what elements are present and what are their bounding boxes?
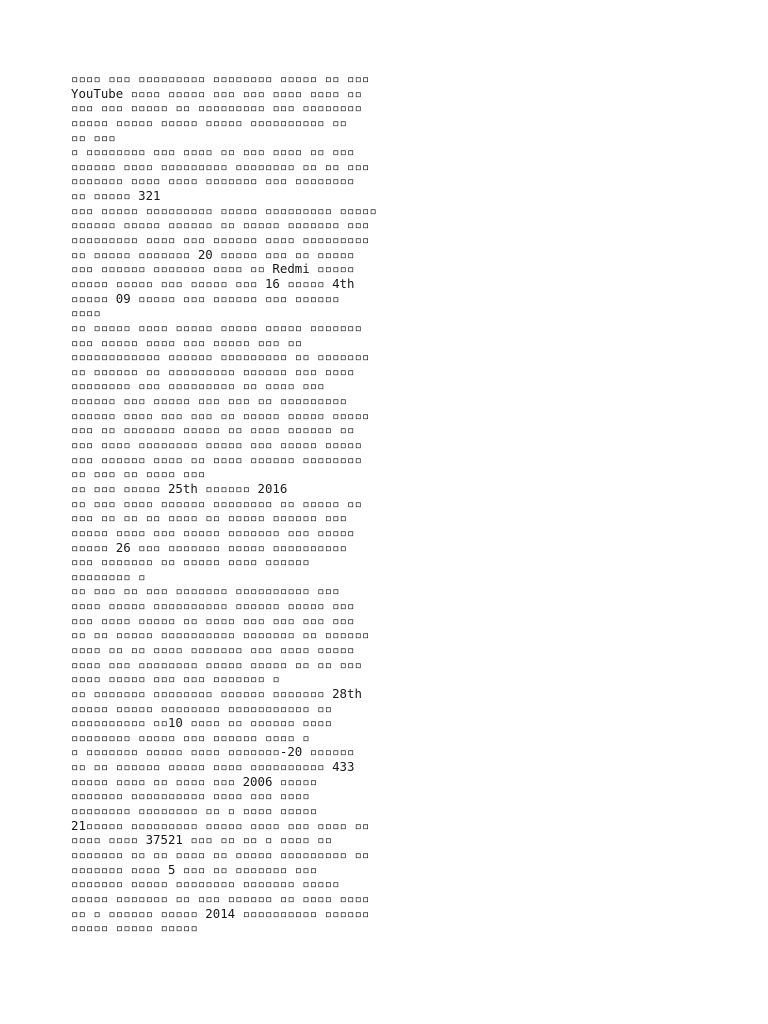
text-line: ▫▫▫▫▫▫▫▫▫ ▫▫▫▫ ▫▫▫ ▫▫▫▫▫▫ ▫▫▫▫ ▫▫▫▫▫▫▫▫▫ <box>71 232 370 248</box>
text-line: ▫▫ ▫▫▫▫▫ ▫▫▫▫▫▫▫ 20 ▫▫▫▫▫ ▫▫▫ ▫▫ ▫▫▫▫▫ <box>71 246 355 262</box>
text-line: ▫▫ ▫▫▫ ▫▫ ▫▫▫ ▫▫▫▫▫▫▫ ▫▫▫▫▫▫▫▫▫▫ ▫▫▫ <box>71 583 340 599</box>
text-line: ▫▫▫ ▫▫▫▫▫ ▫▫▫▫ ▫▫▫ ▫▫▫▫▫ ▫▫▫ ▫▫ <box>71 334 303 350</box>
text-line: ▫▫▫ ▫▫▫ ▫▫▫▫▫ ▫▫ ▫▫▫▫▫▫▫▫▫ ▫▫▫ ▫▫▫▫▫▫▫▫ <box>71 100 362 116</box>
text-line: ▫▫▫ ▫▫▫▫▫▫ ▫▫▫▫▫▫▫ ▫▫▫▫ ▫▫ Redmi ▫▫▫▫▫ <box>71 261 355 277</box>
text-line: ▫▫▫▫▫▫▫▫ ▫ <box>71 568 146 584</box>
text-line: ▫▫ ▫▫▫ ▫▫▫▫▫ 25th ▫▫▫▫▫▫ 2016 <box>71 480 288 496</box>
text-line: YouTube ▫▫▫▫ ▫▫▫▫▫ ▫▫▫ ▫▫▫ ▫▫▫▫ ▫▫▫▫ ▫▫ <box>71 85 362 101</box>
text-line: ▫▫▫ ▫▫▫▫ ▫▫▫▫▫▫▫▫ ▫▫▫▫▫ ▫▫▫ ▫▫▫▫▫ ▫▫▫▫▫ <box>71 437 362 453</box>
text-line: 21▫▫▫▫▫ ▫▫▫▫▫▫▫▫▫ ▫▫▫▫▫ ▫▫▫▫ ▫▫▫ ▫▫▫▫ ▫▫ <box>71 817 370 833</box>
document-body-text <box>71 72 401 936</box>
text-line: ▫▫▫▫▫▫ ▫▫▫ ▫▫▫▫▫ ▫▫▫ ▫▫▫ ▫▫ ▫▫▫▫▫▫▫▫▫ <box>71 393 348 409</box>
text-line: ▫▫▫▫▫ ▫▫▫▫▫ ▫▫▫▫▫ ▫▫▫▫▫ ▫▫▫▫▫▫▫▫▫▫ ▫▫ <box>71 114 348 130</box>
text-line: ▫▫▫▫▫ 09 ▫▫▫▫▫ ▫▫▫ ▫▫▫▫▫▫ ▫▫▫ ▫▫▫▫▫▫ <box>71 290 340 306</box>
text-line: ▫▫▫▫▫▫▫▫ ▫▫▫▫▫▫▫▫ ▫▫ ▫ ▫▫▫▫ ▫▫▫▫▫ <box>71 803 318 819</box>
text-line: ▫▫ ▫▫ ▫▫▫▫▫▫ ▫▫▫▫▫ ▫▫▫▫ ▫▫▫▫▫▫▫▫▫▫ 433 <box>71 759 355 775</box>
text-line: ▫ ▫▫▫▫▫▫▫ ▫▫▫▫▫ ▫▫▫▫ ▫▫▫▫▫▫▫-20 ▫▫▫▫▫▫ <box>71 744 355 760</box>
text-line: ▫▫▫ ▫▫▫▫ ▫▫▫▫▫ ▫▫ ▫▫▫▫ ▫▫▫ ▫▫▫ ▫▫▫ ▫▫▫ <box>71 612 355 628</box>
text-line: ▫▫ ▫▫▫▫▫ 321 <box>71 188 161 204</box>
text-line: ▫▫ ▫▫▫ ▫▫▫▫ ▫▫▫▫▫▫ ▫▫▫▫▫▫▫▫ ▫▫ ▫▫▫▫▫ ▫▫ <box>71 495 362 511</box>
text-line: ▫▫ ▫▫▫▫▫▫ ▫▫ ▫▫▫▫▫▫▫▫▫ ▫▫▫▫▫▫ ▫▫▫ ▫▫▫▫ <box>71 363 355 379</box>
text-line: ▫▫▫▫▫▫▫ ▫▫▫▫ 5 ▫▫▫ ▫▫ ▫▫▫▫▫▫▫ ▫▫▫ <box>71 861 318 877</box>
text-line: ▫▫ ▫▫▫▫▫ ▫▫▫▫ ▫▫▫▫▫ ▫▫▫▫▫ ▫▫▫▫▫ ▫▫▫▫▫▫▫ <box>71 319 362 335</box>
text-line: ▫▫▫▫▫▫▫ ▫▫▫▫▫▫▫▫▫▫ ▫▫▫▫ ▫▫▫ ▫▫▫▫ <box>71 788 310 804</box>
text-line: ▫▫▫ ▫▫▫▫▫▫ ▫▫▫▫ ▫▫ ▫▫▫▫ ▫▫▫▫▫▫ ▫▫▫▫▫▫▫▫ <box>71 451 362 467</box>
text-line: ▫▫▫▫▫▫▫▫ ▫▫▫ ▫▫▫▫▫▫▫▫▫ ▫▫ ▫▫▫▫ ▫▫▫ <box>71 378 325 394</box>
text-line: ▫▫▫ ▫▫ ▫▫ ▫▫ ▫▫▫▫ ▫▫ ▫▫▫▫▫ ▫▫▫▫▫▫ ▫▫▫ <box>71 510 348 526</box>
text-line: ▫▫ ▫▫ ▫▫▫▫▫ ▫▫▫▫▫▫▫▫▫▫ ▫▫▫▫▫▫▫ ▫▫ ▫▫▫▫▫▫ <box>71 627 370 643</box>
text-line: ▫▫▫ ▫▫ ▫▫▫▫▫▫▫ ▫▫▫▫▫ ▫▫ ▫▫▫▫ ▫▫▫▫▫▫ ▫▫ <box>71 422 355 438</box>
text-line: ▫▫▫▫ ▫▫ ▫▫ ▫▫▫▫ ▫▫▫▫▫▫▫ ▫▫▫ ▫▫▫▫ ▫▫▫▫▫ <box>71 641 355 657</box>
text-line: ▫▫▫▫▫ ▫▫▫▫▫ ▫▫▫▫▫▫▫▫ ▫▫▫▫▫▫▫▫▫▫▫ ▫▫ <box>71 700 333 716</box>
text-line: ▫▫▫ ▫▫▫▫▫ ▫▫▫▫▫▫▫▫▫ ▫▫▫▫▫ ▫▫▫▫▫▫▫▫▫ ▫▫▫▫▫ <box>71 202 377 218</box>
text-line: ▫▫▫▫▫ ▫▫▫▫ ▫▫▫ ▫▫▫▫▫ ▫▫▫▫▫▫▫ ▫▫▫ ▫▫▫▫▫ <box>71 524 355 540</box>
text-line: ▫▫ ▫▫▫▫▫▫▫ ▫▫▫▫▫▫▫▫ ▫▫▫▫▫▫ ▫▫▫▫▫▫▫ 28th <box>71 685 362 701</box>
text-line: ▫▫▫▫▫ ▫▫▫▫▫ ▫▫▫▫▫ <box>71 920 198 936</box>
text-line: ▫▫▫▫▫▫▫▫▫▫ ▫▫10 ▫▫▫▫ ▫▫ ▫▫▫▫▫▫ ▫▫▫▫ <box>71 715 333 731</box>
text-line: ▫▫▫ ▫▫▫▫▫▫▫ ▫▫ ▫▫▫▫▫ ▫▫▫▫ ▫▫▫▫▫▫ <box>71 554 310 570</box>
text-line: ▫▫▫▫▫▫ ▫▫▫▫ ▫▫▫ ▫▫▫ ▫▫ ▫▫▫▫▫ ▫▫▫▫▫ ▫▫▫▫▫ <box>71 407 370 423</box>
text-line: ▫▫▫▫▫▫▫ ▫▫ ▫▫ ▫▫▫▫ ▫▫ ▫▫▫▫▫ ▫▫▫▫▫▫▫▫▫ ▫▫ <box>71 846 370 862</box>
text-line: ▫▫▫▫▫▫ ▫▫▫▫▫ ▫▫▫▫▫▫ ▫▫ ▫▫▫▫▫ ▫▫▫▫▫▫▫ ▫▫▫ <box>71 217 370 233</box>
text-line: ▫▫▫▫▫▫▫▫ ▫▫▫▫▫ ▫▫▫ ▫▫▫▫▫▫ ▫▫▫▫ ▫ <box>71 729 310 745</box>
text-line: ▫▫▫▫▫ 26 ▫▫▫ ▫▫▫▫▫▫▫ ▫▫▫▫▫ ▫▫▫▫▫▫▫▫▫▫ <box>71 539 348 555</box>
text-line: ▫▫▫▫ ▫▫▫▫▫ ▫▫▫▫▫▫▫▫▫▫ ▫▫▫▫▫▫ ▫▫▫▫▫ ▫▫▫ <box>71 598 355 614</box>
text-line: ▫▫▫▫▫▫▫ ▫▫▫▫ ▫▫▫▫ ▫▫▫▫▫▫▫ ▫▫▫ ▫▫▫▫▫▫▫▫ <box>71 173 355 189</box>
text-line: ▫ ▫▫▫▫▫▫▫▫ ▫▫▫ ▫▫▫▫ ▫▫ ▫▫▫ ▫▫▫▫ ▫▫ ▫▫▫ <box>71 144 355 160</box>
text-line: ▫▫▫▫▫ ▫▫▫▫▫ ▫▫▫ ▫▫▫▫▫ ▫▫▫ 16 ▫▫▫▫▫ 4th <box>71 275 355 291</box>
text-line: ▫▫▫▫ <box>71 305 101 321</box>
text-line: ▫▫▫▫ ▫▫▫ ▫▫▫▫▫▫▫▫ ▫▫▫▫▫ ▫▫▫▫▫ ▫▫ ▫▫ ▫▫▫ <box>71 656 362 672</box>
text-line: ▫▫▫▫▫ ▫▫▫▫▫▫▫ ▫▫ ▫▫▫ ▫▫▫▫▫▫ ▫▫ ▫▫▫▫ ▫▫▫▫ <box>71 890 370 906</box>
text-line: ▫▫▫▫▫▫▫▫▫▫▫▫ ▫▫▫▫▫▫ ▫▫▫▫▫▫▫▫▫ ▫▫ ▫▫▫▫▫▫▫ <box>71 349 370 365</box>
text-line: ▫▫ ▫▫▫ <box>71 129 116 145</box>
text-line: ▫▫▫▫▫▫ ▫▫▫▫ ▫▫▫▫▫▫▫▫▫ ▫▫▫▫▫▫▫▫ ▫▫ ▫▫ ▫▫▫ <box>71 158 370 174</box>
text-line: ▫▫▫▫▫ ▫▫▫▫ ▫▫ ▫▫▫▫ ▫▫▫ 2006 ▫▫▫▫▫ <box>71 773 318 789</box>
text-line: ▫▫▫▫ ▫▫▫ ▫▫▫▫▫▫▫▫▫ ▫▫▫▫▫▫▫▫ ▫▫▫▫▫ ▫▫ ▫▫▫ <box>71 71 370 86</box>
text-line: ▫▫ ▫▫▫ ▫▫ ▫▫▫▫ ▫▫▫ <box>71 466 206 482</box>
text-line: ▫▫▫▫ ▫▫▫▫ 37521 ▫▫▫ ▫▫ ▫▫ ▫ ▫▫▫▫ ▫▫ <box>71 832 333 848</box>
text-line: ▫▫▫▫ ▫▫▫▫▫ ▫▫▫ ▫▫▫ ▫▫▫▫▫▫▫ ▫ <box>71 671 280 687</box>
text-line: ▫▫ ▫ ▫▫▫▫▫▫ ▫▫▫▫▫ 2014 ▫▫▫▫▫▫▫▫▫▫ ▫▫▫▫▫▫ <box>71 905 370 921</box>
text-line: ▫▫▫▫▫▫▫ ▫▫▫▫▫ ▫▫▫▫▫▫▫▫ ▫▫▫▫▫▫▫ ▫▫▫▫▫ <box>71 876 340 892</box>
